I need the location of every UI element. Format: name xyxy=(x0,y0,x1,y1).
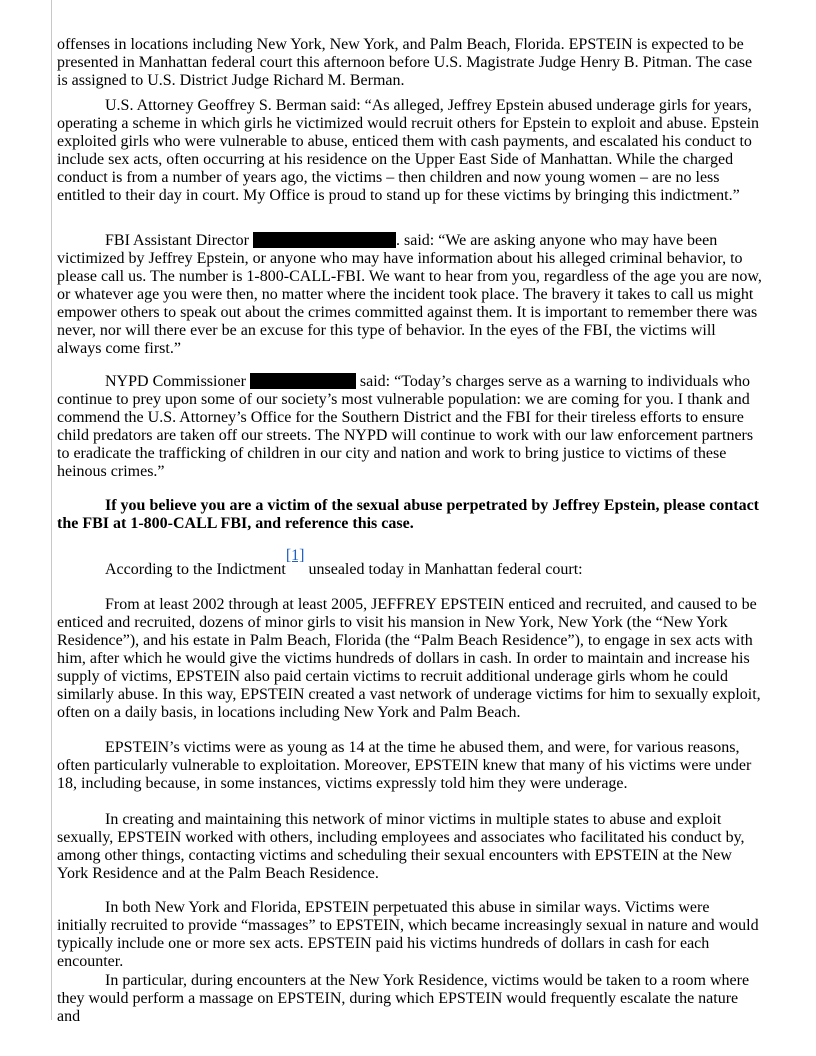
paragraph-abuse-pattern: In both New York and Florida, EPSTEIN perpetuated this abuse in similar ways. Victims were initially recruited to provide “massages” to EPSTEIN, which became increasingly sexual in nature and would typically include one or more sex acts. EPSTEIN paid his victims hundreds of dollars in cash for each encounter. xyxy=(57,899,759,970)
paragraph-indictment-intro xyxy=(57,547,763,579)
indictment-intro-suffix: unsealed today in Manhattan federal court: xyxy=(304,561,583,578)
fbi-quote-prefix: FBI Assistant Director xyxy=(105,232,253,249)
paragraph-network: In creating and maintaining this network of minor victims in multiple states to abuse and exploit sexually, EPSTEIN worked with others, including employees and associates who facilitated his conduct by, among other things, contacting victims and scheduling their sexual encounters with EPSTEIN at the New York Residence and at the Palm Beach Residence. xyxy=(57,811,745,882)
footnote-link[interactable]: [1] xyxy=(285,547,305,564)
paragraph-us-attorney-quote: U.S. Attorney Geoffrey S. Berman said: “As alleged, Jeffrey Epstein abused underage girls for years, operating a scheme in which girls he victimized would recruit others for Epstein to exploit and abuse. Epstein exploited girls who were vulnerable to abuse, enticed them with cash payments, and escalated his conduct to include sex acts, often occurring at his residence on the Upper East Side of Manhattan. While the charged conduct is from a number of years ago, the victims – then children and now young women – are no less entitled to their day in court. My Office is proud to stand up for these victims by bringing this indictment.” xyxy=(57,97,760,204)
paragraph-nypd-quote xyxy=(57,373,763,481)
paragraph-new-york-residence: In particular, during encounters at the New York Residence, victims would be taken to a room where they would perform a massage on EPSTEIN, during which EPSTEIN would frequently escalate the nature and xyxy=(57,972,750,1025)
redacted-name-nypd xyxy=(250,373,356,389)
page-left-border xyxy=(51,0,52,1020)
paragraph-court-appearance: offenses in locations including New York, New York, and Palm Beach, Florida. EPSTEIN is expected to be presented in Manhattan federal court this afternoon before U.S. Magistrate Judge Henry B. Pitman. The case is assigned to U.S. District Judge Richard M. Berman. xyxy=(57,36,753,89)
paragraph-victim-contact-notice: If you believe you are a victim of the sexual abuse perpetrated by Jeffrey Epstein, please contact the FBI at 1-800-CALL FBI, and reference this case. xyxy=(57,497,759,532)
paragraph-fbi-quote xyxy=(57,232,763,358)
paragraph-victim-ages: EPSTEIN’s victims were as young as 14 at the time he abused them, and were, for various reasons, often particularly vulnerable to exploitation. Moreover, EPSTEIN knew that many of his victims were under 18, including because, in some instances, victims expressly told him they were underage. xyxy=(57,739,752,792)
fbi-quote-body: . said: “We are asking anyone who may have been victimized by Jeffrey Epstein, or anyone who may have information about his alleged criminal behavior, to please call us. The number is 1-800-CALL-FBI. We want to hear from you, regardless of the age you are now, or whatever age you were then, no matter where the incident took place. The bravery it takes to call us might empower others to speak out about the crimes committed against them. It is important to remember there was never, nor will there ever be an excuse for this type of behavior. In the eyes of the FBI, the victims will always come first.” xyxy=(57,232,762,357)
paragraph-indictment-overview: From at least 2002 through at least 2005, JEFFREY EPSTEIN enticed and recruited, and caused to be enticed and recruited, dozens of minor girls to visit his mansion in New York, New York (the “New York Residence”), and his estate in Palm Beach, Florida (the “Palm Beach Residence”), to engage in sex acts with him, after which he would give the victims hundreds of dollars in cash. In order to maintain and increase his supply of victims, EPSTEIN also paid certain victims to recruit additional underage girls whom he could similarly abuse. In this way, EPSTEIN created a vast network of underage victims for him to sexually exploit, often on a daily basis, in locations including New York and Palm Beach. xyxy=(57,596,761,721)
nypd-quote-prefix: NYPD Commissioner xyxy=(105,373,250,390)
indictment-intro-prefix: According to the Indictment xyxy=(105,561,286,578)
nypd-quote-body: said: “Today’s charges serve as a warning to individuals who continue to prey upon some of our society’s most vulnerable population: we are coming for you. I thank and commend the U.S. Attorney’s Office for the Southern District and the FBI for their tireless efforts to ensure child predators are taken off our streets. The NYPD will continue to work with our law enforcement partners to eradicate the trafficking of children in our city and nation and work to bring justice to victims of these heinous crimes.” xyxy=(57,373,754,480)
redacted-name-fbi xyxy=(253,232,396,248)
